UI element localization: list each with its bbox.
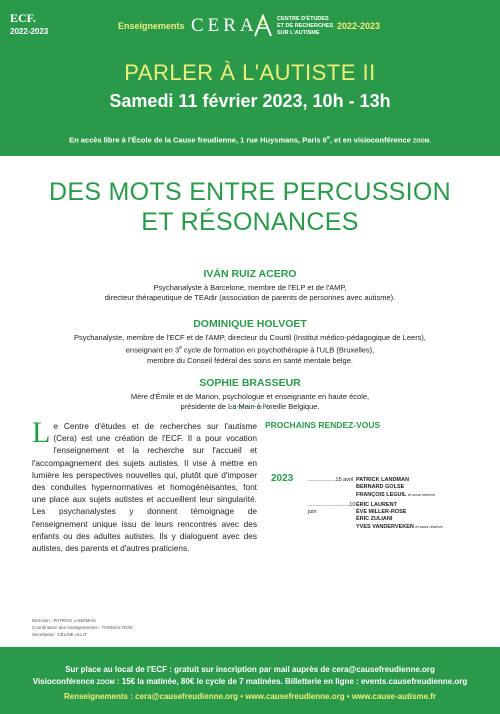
cera-subtitle-line: CENTRE D'ÉTUDES [277, 16, 329, 22]
session-speaker: ÈVE MILLER-ROSE [356, 509, 407, 515]
session-speaker: PATRICK LANDMAN [356, 477, 409, 483]
session-speaker-name: FRANÇOIS LEGUIL [356, 492, 407, 498]
speaker-block [0, 268, 500, 303]
session-speaker: ÉRIC ZULIANI [356, 516, 393, 522]
credits [32, 617, 133, 638]
upcoming-session [308, 502, 443, 531]
speaker-name: SOPHIE BRASSEUR [199, 377, 301, 389]
speaker-description-line: Mère d'Émile et de Marion, psychologue et enseignante en haute école, [130, 392, 370, 401]
speaker-description [0, 283, 500, 303]
cera-year: 2022-2023 [337, 21, 381, 31]
section-divider [230, 406, 270, 407]
cera-subtitle-line: ET DE RECHERCHES [277, 23, 334, 29]
intro-paragraph [32, 416, 257, 554]
credit-line: Secrétariat : CÉLINE ALLIT [32, 632, 87, 637]
cera-subtitle-line: SUR L'AUTISME [277, 30, 320, 36]
speaker-description-part: enseignant en 3 [125, 345, 180, 355]
event-title: PARLER À L'AUTISTE II [124, 60, 376, 85]
ecf-logo-text: ECF. [10, 11, 36, 25]
credit-line: Coordination des enseignements : THOMAS ROÏC [32, 625, 134, 630]
speaker-description-line: directeur thérapeutique de TEAdir (association de parents de personnes avec autisme). [104, 293, 396, 302]
session-date: ..................15 avril [308, 477, 354, 483]
session-speaker: ÉRIC LAURENT [356, 502, 397, 508]
footer-onsite-info: Sur place au local de l'ECF : gratuit sur inscription par mail auprès de cera@causefreudienne.org [65, 665, 435, 674]
speaker-description-part: cycle de formation en psychothérapie à l'ULB (Bruxelles), [181, 345, 375, 355]
venue-text: En accès libre à l'École de la Cause freudienne, 1 rue Huysmans, Paris 6 [69, 135, 327, 145]
venue-text-end: , et en visioconférence [329, 135, 411, 145]
session-note: et sous réserve [407, 492, 436, 497]
speaker-description [0, 392, 500, 412]
footer-visio-price: : 15€ la matinée, 80€ le cycle de 7 matinées. Billetterie en ligne : events.causefreudienne.org [114, 677, 468, 686]
session-speaker [356, 523, 443, 531]
session-date: ...........................10 juin [308, 502, 356, 515]
speaker-block [0, 318, 500, 366]
session-speakers [356, 477, 435, 499]
speaker-name: IVÁN RUIZ ACERO [203, 268, 297, 280]
footer-visio-info [0, 677, 500, 686]
speaker-description-line: présidente de La Main à l'oreille Belgique. [180, 402, 320, 411]
enseignements-label: Enseignements [118, 21, 185, 31]
speaker-description-line: membre du Conseil fédéral des soins en santé mentale belge. [147, 355, 353, 365]
credit-line: Direction : PATRICK LANDMAN [32, 618, 96, 623]
speaker-description-line: Psychanalyste à Barcelone, membre de l'ELP et de l'AMP, [153, 283, 347, 292]
session-subtitle [0, 177, 500, 237]
venue-zoom: ZOOM. [412, 138, 431, 145]
speaker-name: DOMINIQUE HOLVOET [193, 318, 307, 330]
footer-zoom: ZOOM [96, 680, 115, 686]
intro-text: e Centre d'études et de recherches sur l'autisme (Cera) est une création de l'ECF. Il a pour vocation l'enseignement et la recherche sur l'accueil et l'accompagnement des sujets autistes. Il vise à mettre en lumière les perspectives nouvelles qui, plutôt que d'imposer des conduites hypernormatives et homogénéisantes, font une place aux sujets autistes et accueillent leur singularité. Les psychanalystes y donnent témoignage de l'enseignement unique issu de leurs rencontres avec des enfants ou des adultes autistes. Ils y dialoguent avec des autistes, des parents et d'autres praticiens. [32, 421, 257, 554]
speaker-description [0, 333, 500, 366]
speaker-description-line [0, 343, 500, 356]
upcoming-year: 2023 [271, 473, 294, 484]
cera-subtitle [277, 16, 333, 37]
drop-cap: L [32, 416, 51, 449]
event-venue [0, 135, 500, 145]
upcoming-session [308, 477, 435, 499]
footer-visio-label: Visioconférence [32, 677, 95, 686]
session-speaker [356, 491, 435, 499]
footer-banner [0, 647, 500, 714]
footer-contacts: Renseignements : cera@causefreudienne.org • www.causefreudienne.org • www.cause-autisme.fr [63, 692, 437, 701]
subtitle-line: ET RÉSONANCES [141, 208, 359, 236]
header-banner [0, 0, 500, 156]
speaker-description-superscript: e [179, 345, 182, 351]
event-date: Samedi 11 février 2023, 10h - 13h [109, 91, 391, 111]
ecf-year: 2022-2023 [10, 27, 49, 36]
cera-emblem-icon [252, 14, 274, 38]
session-speaker-name: YVES VANDERVEKEN [356, 524, 414, 530]
subtitle-line: DES MOTS ENTRE PERCUSSION [49, 178, 451, 206]
session-note: et sous réserve [415, 524, 443, 529]
cera-logo-text: CERA [191, 15, 258, 36]
session-speaker: BERNARD GOLSE [356, 484, 405, 490]
venue-superscript: e [326, 135, 330, 141]
speaker-description-line: Psychanalyste, membre de l'ECF et de l'AMP, directeur du Courtil (Institut médico-pédagogique de Leers), [73, 333, 427, 342]
upcoming-title: PROCHAINS RENDEZ-VOUS [265, 420, 381, 430]
upcoming-sessions [265, 420, 480, 530]
session-speakers [356, 502, 443, 531]
